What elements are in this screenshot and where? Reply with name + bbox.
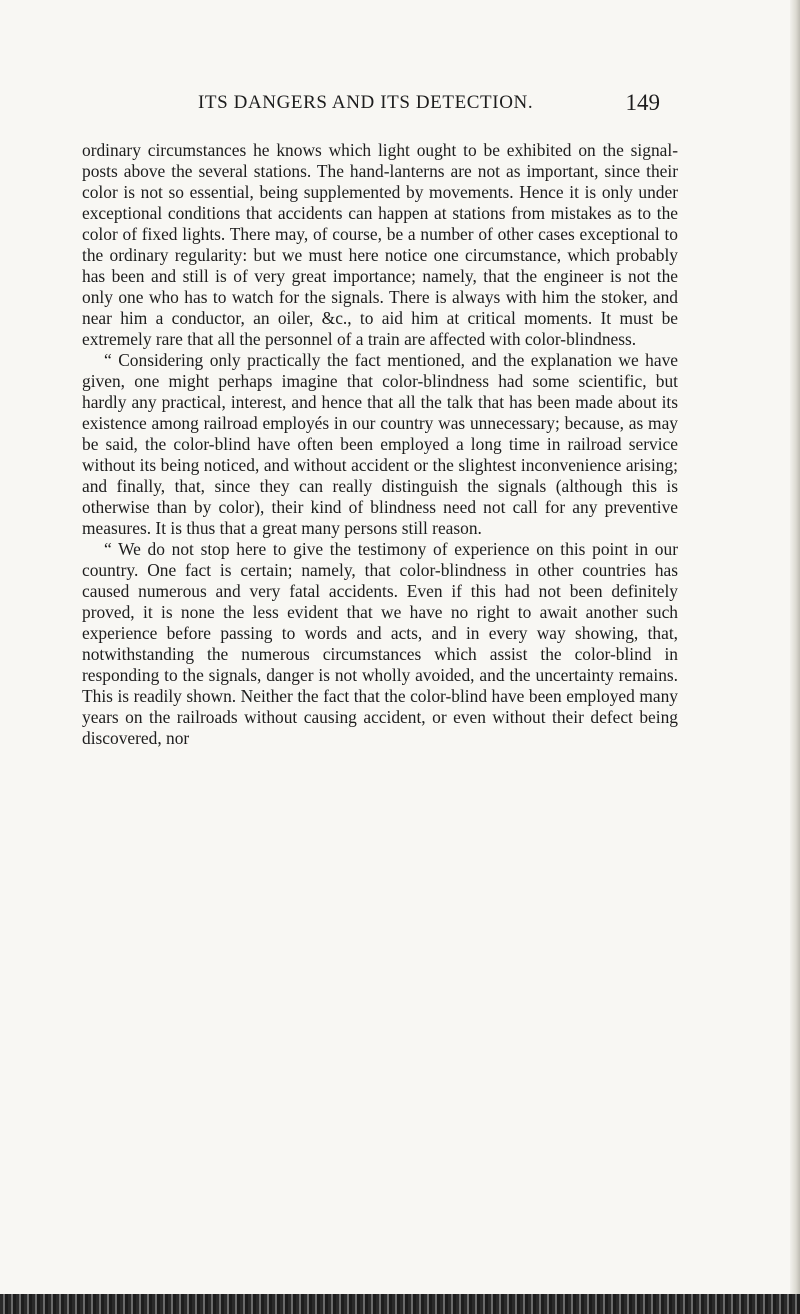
page-header xyxy=(170,92,660,122)
page-edge xyxy=(790,0,800,1314)
running-head: ITS DANGERS AND ITS DETECTION. xyxy=(198,92,534,113)
page-number: 149 xyxy=(625,90,660,115)
paragraph: “ Considering only practically the fact mentioned, and the explanation we have given, one might perhaps imagine that color-blindness had some scientific, but hardly any practical, interest, and hence that all the talk that has been made about its existence among railroad employés in our country was unnecessary; because, as may be said, the color-blind have often been employed a long time in railroad service without its being noticed, and without accident or the slightest inconvenience arising; and finally, that, since they can really distinguish the signals (although this is otherwise than by color), their kind of blindness need not call for any preventive measures. It is thus that a great many persons still reason. xyxy=(82,350,678,538)
paragraph: ordinary circumstances he knows which light ought to be exhibited on the signal-posts above the several stations. The hand-lanterns are not as important, since their color is not so essential, being supplemented by movements. Hence it is only under exceptional conditions that accidents can happen at stations from mistakes as to the color of fixed lights. There may, of course, be a number of other cases exceptional to the ordinary regularity: but we must here notice one circumstance, which probably has been and still is of very great importance; namely, that the engineer is not the only one who has to watch for the signals. There is always with him the stoker, and near him a conductor, an oiler, &c., to aid him at critical moments. It must be extremely rare that all the personnel of a train are affected with color-blindness. xyxy=(82,140,678,349)
binding-edge xyxy=(0,1294,800,1314)
body-text xyxy=(82,140,678,749)
paragraph: “ We do not stop here to give the testimony of experience on this point in our country. One fact is certain; namely, that color-blindness in other countries has caused numerous and very fatal accidents. Even if this had not been definitely proved, it is none the less evident that we have no right to await another such experience before passing to words and acts, and in every way showing, that, notwithstanding the numerous circumstances which assist the color-blind in responding to the signals, danger is not wholly avoided, and the uncertainty remains. This is readily shown. Neither the fact that the color-blind have been employed many years on the railroads without causing accident, or even without their defect being discovered, nor xyxy=(82,539,678,748)
